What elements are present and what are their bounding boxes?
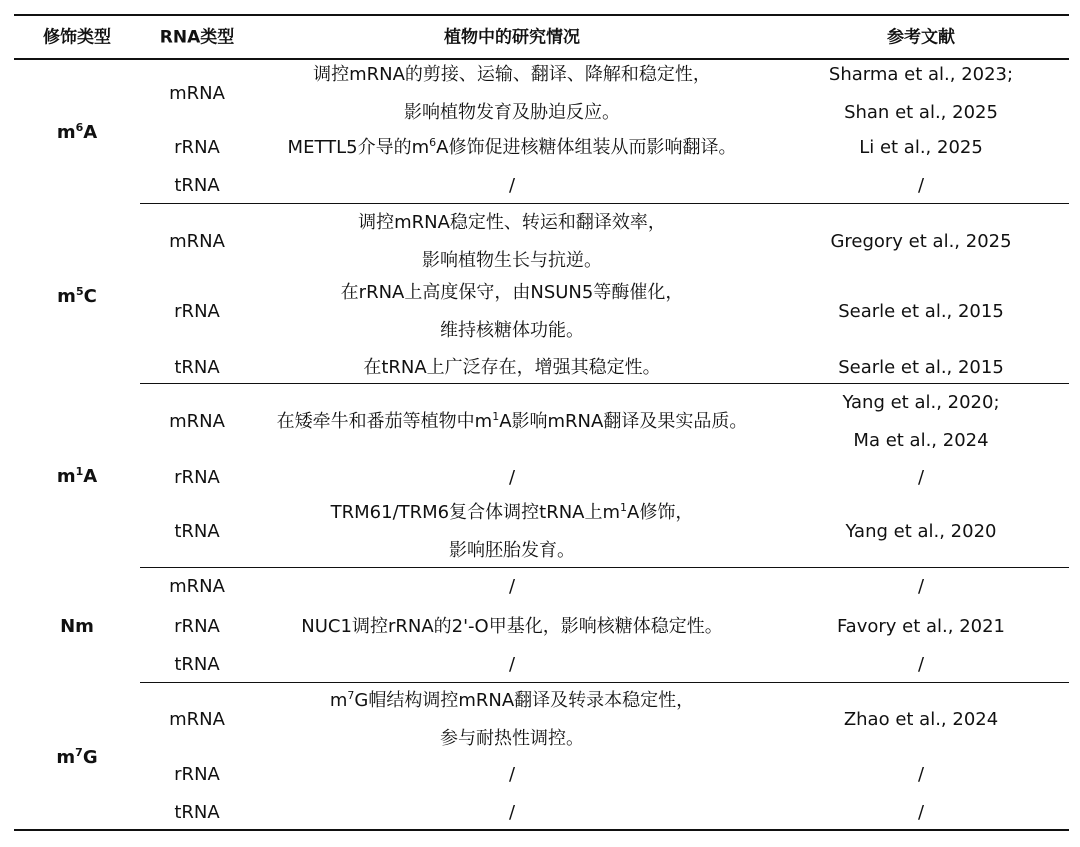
rna-type-cell <box>169 413 225 431</box>
mod-tail: C <box>83 286 97 307</box>
mod-base: m <box>56 122 76 143</box>
reference-line: Yang et al., 2020 <box>845 521 997 542</box>
rna-type-cell <box>174 656 219 674</box>
rna-type-cell <box>174 139 220 157</box>
description-line: 在tRNA上广泛存在，增强其稳定性。 <box>363 357 661 378</box>
rna-type-text: mRNA <box>169 231 225 252</box>
description-line: 影响胚胎发育。 <box>448 540 575 561</box>
modification-type-label <box>56 465 98 487</box>
reference-line: Zhao et al., 2024 <box>843 709 999 730</box>
modification-type-label <box>57 285 97 307</box>
research-description-cell <box>358 204 666 280</box>
rna-type-text: tRNA <box>174 175 220 196</box>
reference-cell <box>830 233 1011 251</box>
rna-type-text: tRNA <box>174 654 220 675</box>
header-references: 参考文献 <box>887 27 955 48</box>
rna-type-text: rRNA <box>174 137 220 158</box>
mod-tail: G <box>82 747 98 768</box>
superscript: 1 <box>492 410 500 423</box>
research-description-cell <box>276 410 748 432</box>
reference-cell <box>846 523 997 541</box>
mod-tail: A <box>83 122 98 143</box>
description-line: / <box>508 175 516 196</box>
research-description-cell <box>301 618 722 636</box>
rna-type-text: tRNA <box>174 521 220 542</box>
rna-type-text: mRNA <box>169 411 225 432</box>
rna-type-cell <box>174 359 219 377</box>
reference-cell <box>918 804 924 822</box>
reference-line: / <box>917 654 925 675</box>
superscript: 7 <box>347 689 355 702</box>
rna-type-text: rRNA <box>174 764 220 785</box>
research-description-cell <box>509 469 515 487</box>
reference-line: / <box>917 802 925 823</box>
research-description-cell <box>509 766 515 784</box>
rna-type-text: mRNA <box>169 709 225 730</box>
description-line: 维持核糖体功能。 <box>439 320 584 341</box>
mod-base: Nm <box>60 616 94 637</box>
reference-cell <box>837 618 1005 636</box>
reference-line: / <box>917 467 925 488</box>
description-line: / <box>508 576 516 597</box>
reference-cell <box>829 56 1013 132</box>
superscript: 6 <box>75 121 84 134</box>
reference-line: Gregory et al., 2025 <box>830 231 1012 252</box>
reference-cell <box>918 177 924 195</box>
reference-cell <box>918 656 924 674</box>
reference-line: Searle et al., 2015 <box>838 357 1004 378</box>
description-text: G帽结构调控mRNA翻译及转录本稳定性， <box>354 690 695 711</box>
modification-type-label <box>60 618 94 636</box>
reference-line: Favory et al., 2021 <box>836 616 1006 637</box>
rna-type-cell <box>174 523 219 541</box>
rna-type-cell <box>174 618 220 636</box>
description-line: 参与耐热性调控。 <box>439 728 584 749</box>
research-description-cell <box>287 136 737 158</box>
superscript: 5 <box>75 285 84 298</box>
superscript: 6 <box>429 136 437 149</box>
description-text: m <box>329 690 348 711</box>
reference-cell <box>844 711 998 729</box>
rna-type-text: rRNA <box>174 301 220 322</box>
table-top-rule <box>14 14 1069 16</box>
reference-line: / <box>917 764 925 785</box>
reference-line: Li et al., 2025 <box>859 137 983 158</box>
rna-type-cell <box>169 578 225 596</box>
rna-type-cell <box>169 233 225 251</box>
research-description-cell <box>313 56 711 132</box>
description-text: A修饰促进核糖体组装从而影响翻译。 <box>436 137 737 158</box>
description-line: 调控mRNA稳定性、转运和翻译效率， <box>358 212 666 233</box>
modification-type-label <box>56 746 98 768</box>
reference-cell <box>838 359 1004 377</box>
mod-base: m <box>56 747 76 768</box>
rna-type-cell <box>174 303 220 321</box>
rna-type-text: rRNA <box>174 616 220 637</box>
reference-cell <box>918 578 924 596</box>
rna-type-text: rRNA <box>174 467 220 488</box>
rna-type-text: tRNA <box>174 357 220 378</box>
description-line: / <box>508 764 516 785</box>
reference-line: Ma et al., 2024 <box>853 430 989 451</box>
description-text: A修饰， <box>627 502 694 523</box>
research-description-cell <box>509 578 515 596</box>
rna-type-text: mRNA <box>169 576 225 597</box>
description-text: TRM61/TRM6复合体调控tRNA上m <box>330 502 621 523</box>
mod-base: m <box>57 286 76 307</box>
reference-cell <box>859 139 983 157</box>
research-description-cell <box>509 656 515 674</box>
rna-type-cell <box>174 804 219 822</box>
description-line: / <box>508 654 516 675</box>
research-description-cell <box>509 804 515 822</box>
rna-type-text: tRNA <box>174 802 220 823</box>
superscript: 1 <box>620 501 628 514</box>
description-text: METTL5介导的m <box>287 137 430 158</box>
modification-type-label <box>56 121 98 143</box>
reference-cell <box>842 384 999 460</box>
description-line: 在rRNA上高度保守，由NSUN5等酶催化， <box>340 282 684 303</box>
header-mod-type: 修饰类型 <box>43 27 111 48</box>
rna-type-cell <box>174 469 220 487</box>
description-line: 调控mRNA的剪接、运输、翻译、降解和稳定性， <box>313 64 711 85</box>
research-description-cell <box>330 682 694 758</box>
description-line: / <box>508 467 516 488</box>
rna-type-cell <box>174 766 220 784</box>
description-line: / <box>508 802 516 823</box>
mod-base: m <box>56 466 76 487</box>
superscript: 1 <box>75 465 84 478</box>
superscript: 7 <box>75 746 83 759</box>
header-rna-type: RNA类型 <box>159 27 235 48</box>
reference-line: / <box>917 175 925 196</box>
reference-line: Shan et al., 2025 <box>844 102 998 123</box>
research-description-cell <box>509 177 515 195</box>
reference-line: / <box>917 576 925 597</box>
rna-type-text: mRNA <box>169 83 225 104</box>
description-line: 影响植物生长与抗逆。 <box>421 250 602 271</box>
reference-cell <box>838 303 1004 321</box>
rna-type-cell <box>169 711 225 729</box>
rna-type-cell <box>174 177 219 195</box>
reference-line: Searle et al., 2015 <box>838 301 1004 322</box>
reference-cell <box>918 469 924 487</box>
research-description-cell <box>363 359 660 377</box>
research-description-cell <box>341 274 684 350</box>
mod-tail: A <box>83 466 98 487</box>
header-research: 植物中的研究情况 <box>444 27 580 48</box>
description-text: A影响mRNA翻译及果实品质。 <box>499 411 748 432</box>
description-line: 影响植物发育及胁迫反应。 <box>403 102 620 123</box>
rna-type-cell <box>169 85 225 103</box>
description-line: NUC1调控rRNA的2'-O甲基化，影响核糖体稳定性。 <box>301 616 723 637</box>
table-bottom-rule <box>14 829 1069 831</box>
research-description-cell <box>331 494 694 570</box>
description-text: 在矮牵牛和番茄等植物中m <box>276 411 493 432</box>
reference-line: Sharma et al., 2023; <box>828 64 1014 85</box>
reference-cell <box>918 766 924 784</box>
reference-line: Yang et al., 2020; <box>842 392 1000 413</box>
